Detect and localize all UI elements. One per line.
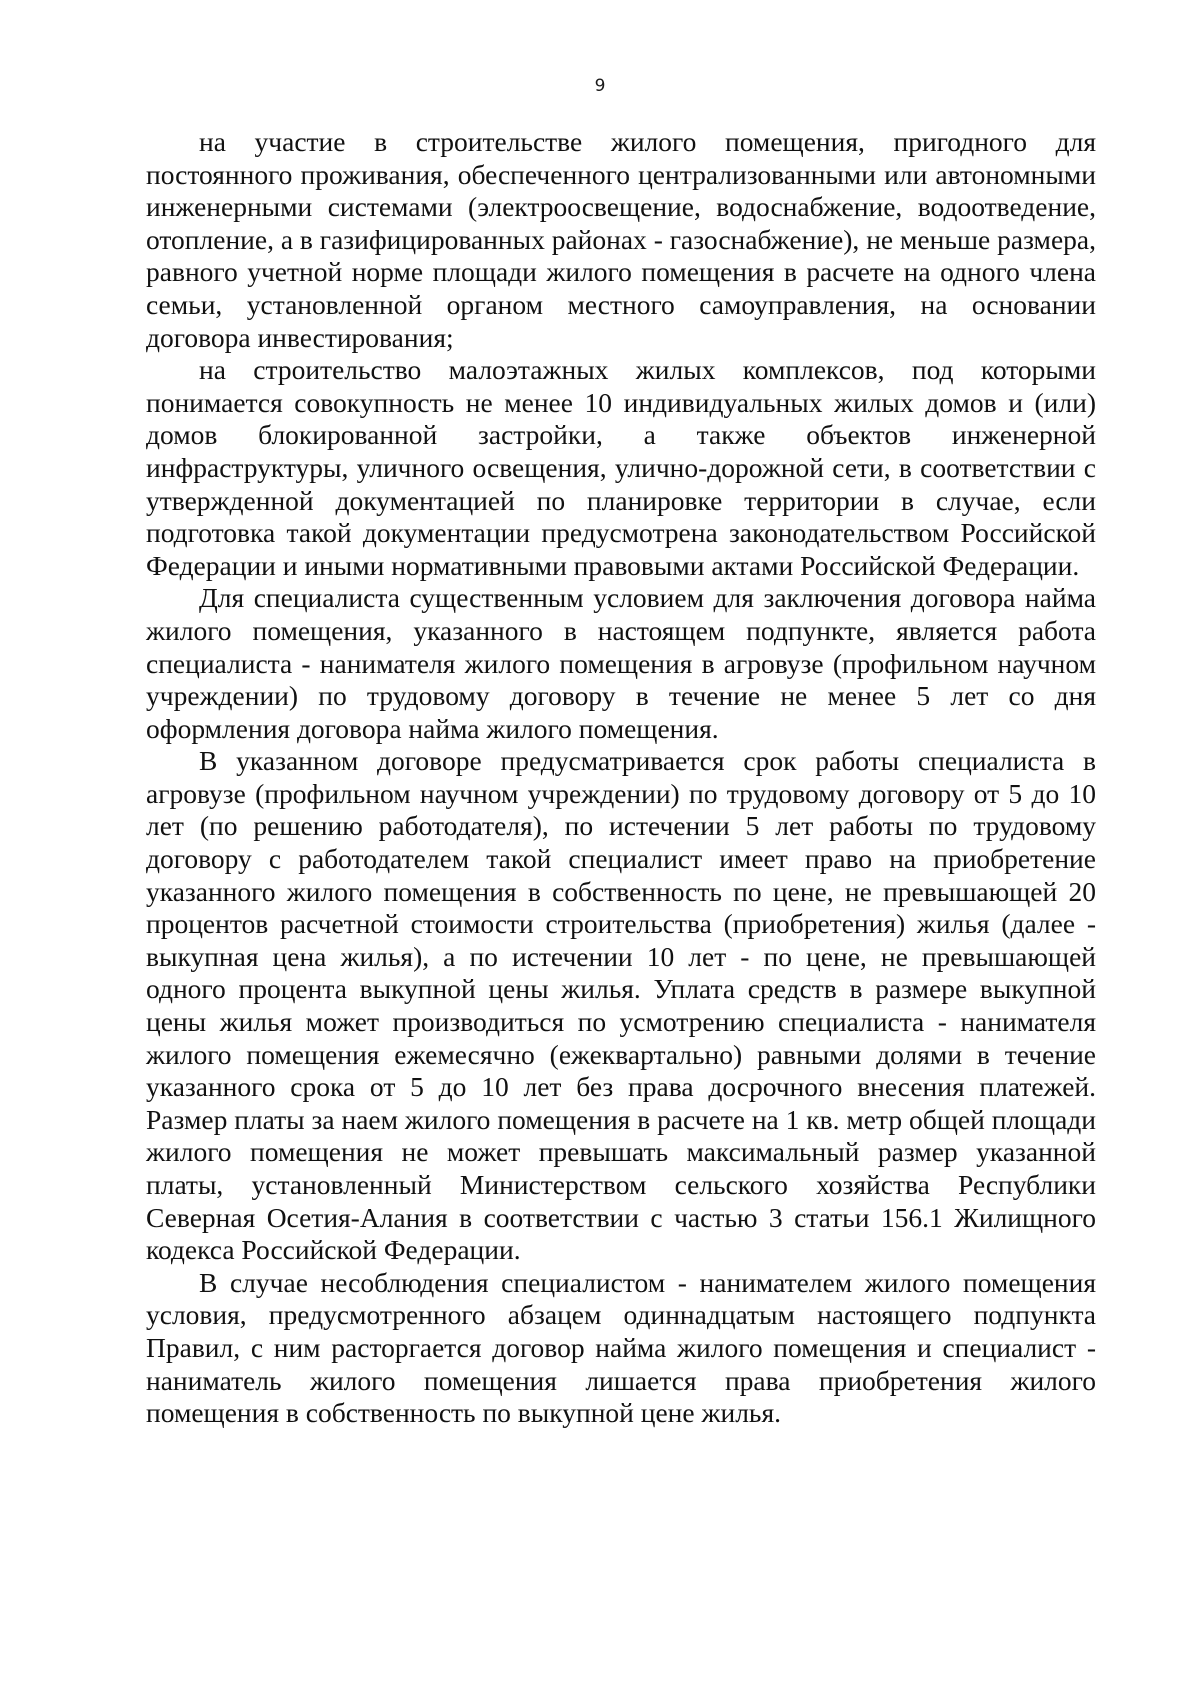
paragraph-construction-participation: на участие в строительстве жилого помещения, пригодного для постоянного проживания, обеспеченного централизованными или автономными инженерными системами (электроосвещение, водоснабжение, водоотведение, отопление, а в газифицированных районах - газоснабжение), не меньше размера, равного учетной норме площади жилого помещения в расчете на одного члена семьи, установленной органом местного самоуправления, на основании договора инвестирования; [146,126,1096,353]
paragraph-noncompliance: В случае несоблюдения специалистом - нанимателем жилого помещения условия, предусмотренного абзацем одиннадцатым настоящего подпункта Правил, с ним расторгается договор найма жилого помещения и специалист - наниматель жилого помещения лишается права приобретения жилого помещения в собственность по выкупной цене жилья. [146,1266,1096,1429]
paragraph-contract-terms: В указанном договоре предусматривается срок работы специалиста в агровузе (профильном научном учреждении) по трудовому договору от 5 до 10 лет (по решению работодателя), по истечении 5 лет работы по трудовому договору с работодателем такой специалист имеет право на приобретение указанного жилого помещения в собственность по цене, не превышающей 20 процентов расчетной стоимости строительства (приобретения) жилья (далее - выкупная цена жилья), а по истечении 10 лет - по цене, не превышающей одного процента выкупной цены жилья. Уплата средств в размере выкупной цены жилья может производиться по усмотрению специалиста - нанимателя жилого помещения ежемесячно (ежеквартально) равными долями в течение указанного срока от 5 до 10 лет без права досрочного внесения платежей. Размер платы за наем жилого помещения в расчете на 1 кв. метр общей площади жилого помещения не может превышать максимальный размер указанной платы, установленный Министерством сельского хозяйства Республики Северная Осетия-Алания в соответствии с частью 3 статьи 156.1 Жилищного кодекса Российской Федерации. [146,745,1096,1266]
document-body [146,126,1096,1430]
paragraph-specialist-condition: Для специалиста существенным условием для заключения договора найма жилого помещения, указанного в настоящем подпункте, является работа специалиста - нанимателя жилого помещения в агровузе (профильном научном учреждении) по трудовому договору в течение не менее 5 лет со дня оформления договора найма жилого помещения. [146,582,1096,744]
paragraph-lowrise-complexes: на строительство малоэтажных жилых комплексов, под которыми понимается совокупность не менее 10 индивидуальных жилых домов и (или) домов блокированной застройки, а также объектов инженерной инфраструктуры, уличного освещения, улично-дорожной сети, в соответствии с утвержденной документацией по планировке территории в случае, если подготовка такой документации предусмотрена законодательством Российской Федерации и иными нормативными правовыми актами Российской Федерации. [146,354,1096,581]
page-number: 9 [594,76,606,96]
